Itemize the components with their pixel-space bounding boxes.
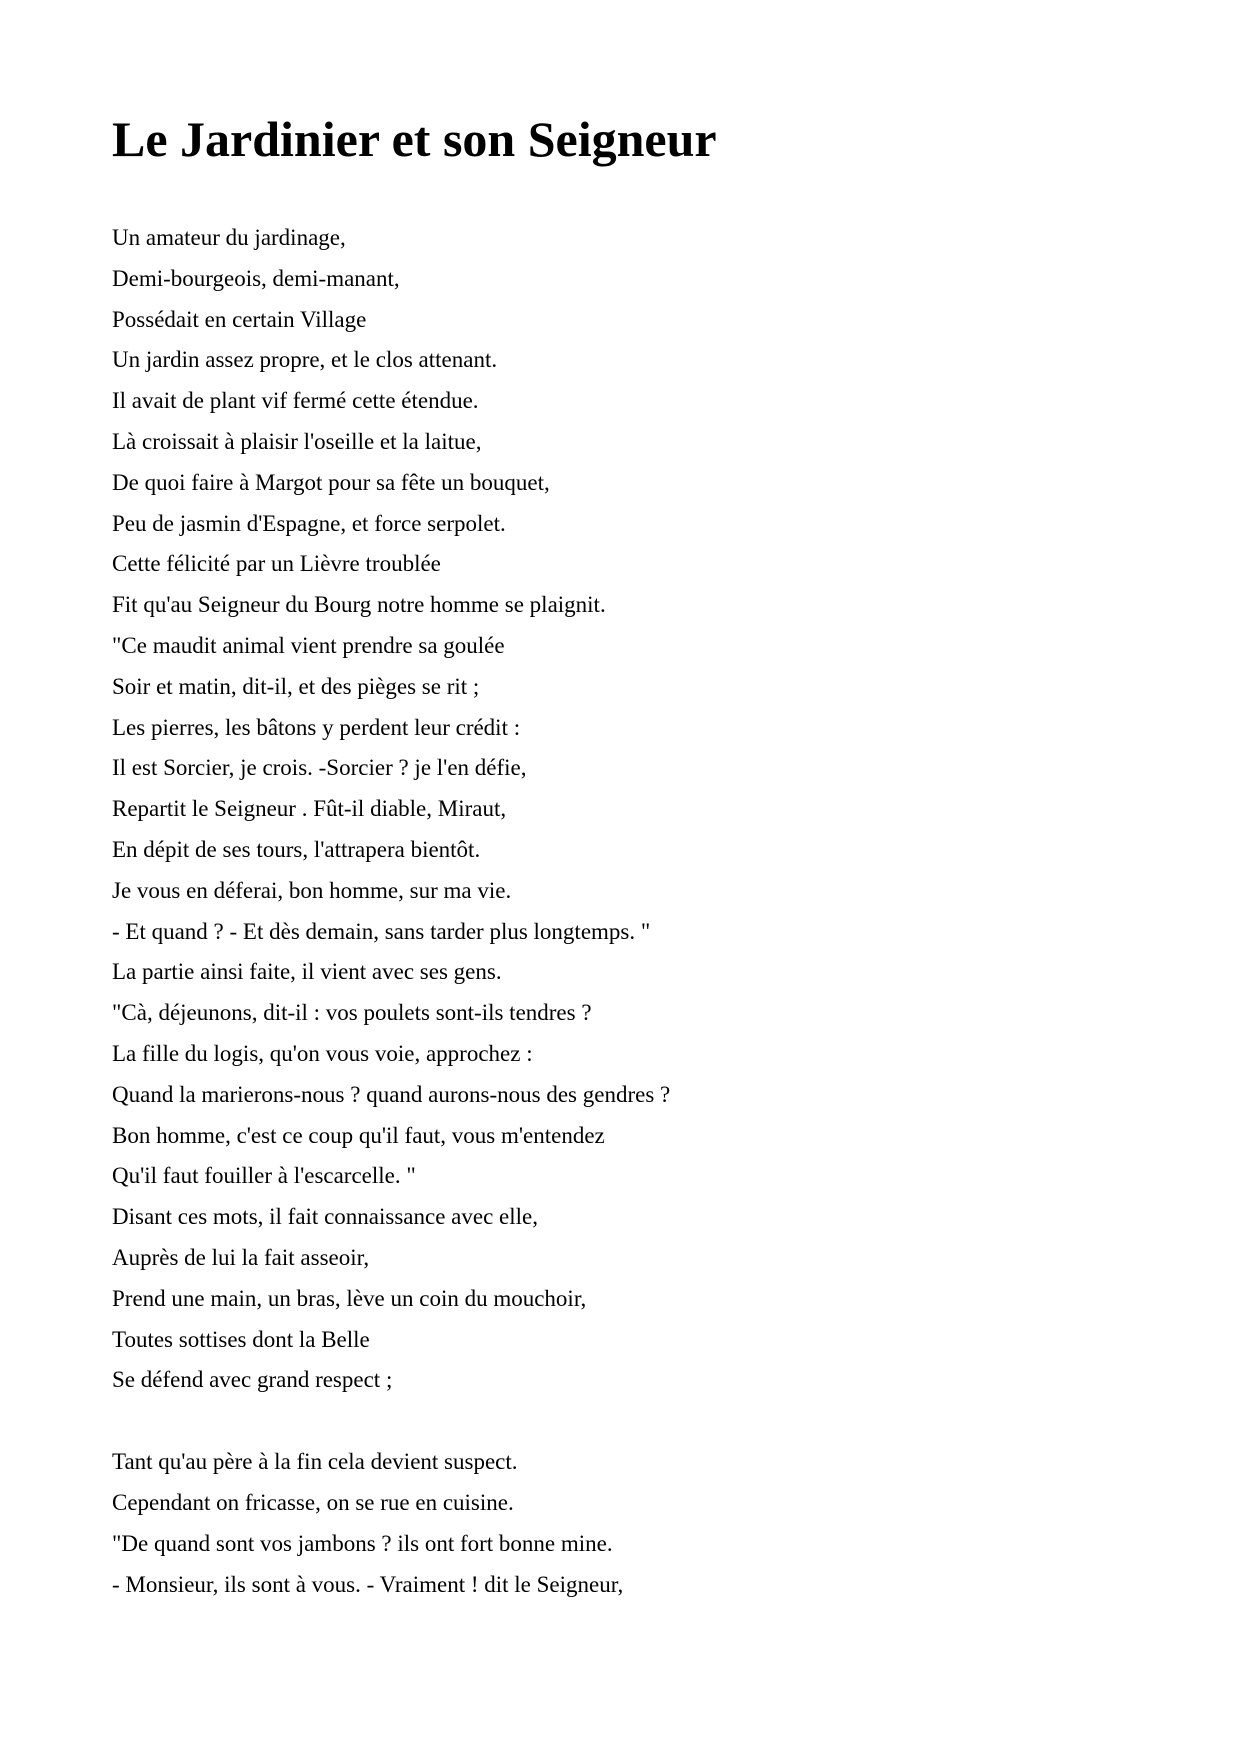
poem-line: Toutes sottises dont la Belle <box>112 1326 370 1352</box>
poem-line: Possédait en certain Village <box>112 306 367 332</box>
poem-line: La fille du logis, qu'on vous voie, approchez : <box>112 1040 533 1066</box>
stanza <box>112 1442 1152 1605</box>
poem-line: "Ce maudit animal vient prendre sa goulée <box>112 632 505 658</box>
poem-line: Soir et matin, dit-il, et des pièges se rit ; <box>112 673 480 699</box>
poem-line: Repartit le Seigneur . Fût-il diable, Miraut, <box>112 796 507 822</box>
poem-line: - Monsieur, ils sont à vous. - Vraiment ! dit le Seigneur, <box>112 1571 624 1597</box>
poem-line: Un jardin assez propre, et le clos attenant. <box>112 347 498 373</box>
poem-line: "Cà, déjeunons, dit-il : vos poulets sont-ils tendres ? <box>112 1000 592 1026</box>
poem-line: Prend une main, un bras, lève un coin du mouchoir, <box>112 1285 587 1311</box>
poem-line: La partie ainsi faite, il vient avec ses gens. <box>112 959 502 985</box>
poem-body <box>112 218 1152 1605</box>
poem-line: - Et quand ? - Et dès demain, sans tarder plus longtemps. " <box>112 918 651 944</box>
poem-line: En dépit de ses tours, l'attrapera bientôt. <box>112 836 481 862</box>
poem-line: Les pierres, les bâtons y perdent leur crédit : <box>112 714 521 740</box>
poem-line: Peu de jasmin d'Espagne, et force serpolet. <box>112 510 506 536</box>
poem-line: Je vous en déferai, bon homme, sur ma vie. <box>112 877 512 903</box>
poem-line: Il est Sorcier, je crois. -Sorcier ? je l'en défie, <box>112 755 527 781</box>
poem-line: Tant qu'au père à la fin cela devient suspect. <box>112 1449 518 1475</box>
poem-line: Se défend avec grand respect ; <box>112 1367 393 1393</box>
poem-line: Disant ces mots, il fait connaissance avec elle, <box>112 1204 538 1230</box>
poem-line: Quand la marierons-nous ? quand aurons-nous des gendres ? <box>112 1081 671 1107</box>
stanza <box>112 218 1152 1401</box>
poem-line: Cette félicité par un Lièvre troublée <box>112 551 441 577</box>
poem-line: Un amateur du jardinage, <box>112 225 346 250</box>
poem-line: Cependant on fricasse, on se rue en cuisine. <box>112 1489 514 1515</box>
poem-line: Demi-bourgeois, demi-manant, <box>112 265 400 291</box>
poem-line: "De quand sont vos jambons ? ils ont fort bonne mine. <box>112 1530 613 1556</box>
poem-line: Là croissait à plaisir l'oseille et la laitue, <box>112 428 482 454</box>
poem-line: Il avait de plant vif fermé cette étendue. <box>112 388 479 414</box>
poem-line: De quoi faire à Margot pour sa fête un bouquet, <box>112 469 550 495</box>
poem-line: Bon homme, c'est ce coup qu'il faut, vous m'entendez <box>112 1122 605 1148</box>
poem-line: Fit qu'au Seigneur du Bourg notre homme se plaignit. <box>112 592 606 618</box>
poem-line: Qu'il faut fouiller à l'escarcelle. " <box>112 1163 416 1189</box>
poem-title: Le Jardinier et son Seigneur <box>112 111 717 167</box>
poem-line: Auprès de lui la fait asseoir, <box>112 1244 370 1270</box>
